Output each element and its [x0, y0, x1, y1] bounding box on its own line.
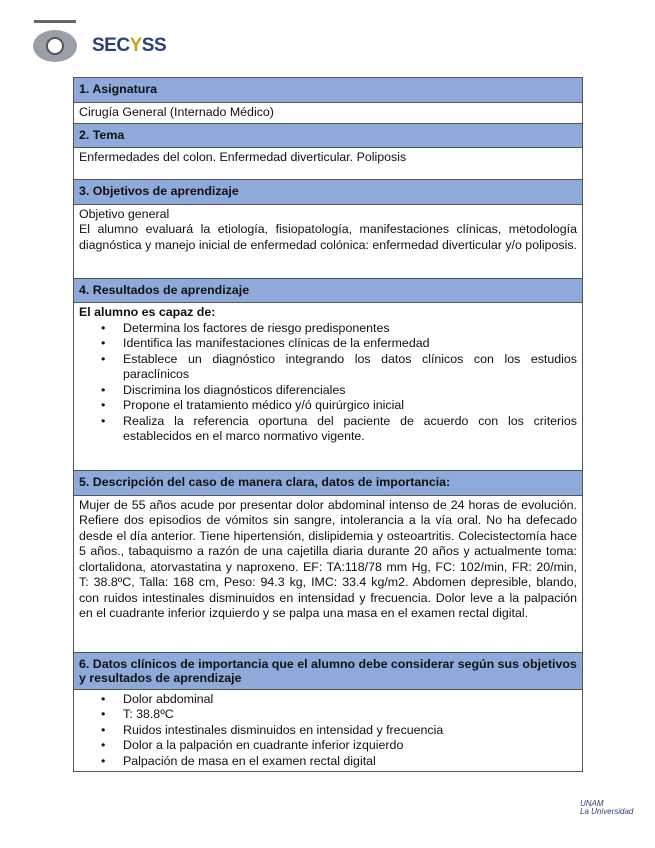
list-item: • Establece un diagnóstico integrando los datos clínicos con los estudios paraclínicos	[101, 352, 577, 383]
section-header: 4. Resultados de aprendizaje	[74, 278, 583, 303]
results-list	[101, 321, 577, 445]
section-header: 5. Descripción del caso de manera clara, datos de importancia:	[74, 471, 583, 496]
list-item: • Ruidos intestinales disminuidos en intensidad y frecuencia	[101, 723, 577, 739]
list-item: • Dolor a la palpación en cuadrante inferior izquierdo	[101, 738, 577, 754]
objective-subtitle: Objetivo general	[79, 206, 170, 221]
list-item: • Propone el tratamiento médico y/ó quirúrgico inicial	[101, 398, 577, 414]
unam-medicina-logo	[30, 20, 80, 64]
list-item: • T: 38.8ºC	[101, 707, 577, 723]
list-item: • Palpación de masa en el examen rectal digital	[101, 754, 577, 770]
list-item: • Realiza la referencia oportuna del paciente de acuerdo con los criterios establecidos en el marco normativo vigente.	[101, 414, 577, 445]
section-header: 6. Datos clínicos de importancia que el alumno debe considerar según sus objetivos y resultados de aprendizaje	[74, 652, 583, 689]
topic-text: Enfermedades del colon. Enfermedad diverticular. Poliposis	[74, 148, 583, 180]
clinical-data-list	[101, 692, 577, 770]
secyss-logo: SECYSS	[92, 35, 167, 56]
case-description: Mujer de 55 años acude por presentar dolor abdominal intenso de 24 horas de evolución. Refiere dos episodios de vómitos sin sangre, intolerancia a la vía oral. No ha defecado desde el día anterior. Tiene hipertensión, dislipidemia y osteoartritis. Colecistectomía hace 5 años., tabaquismo a razón de una cajetilla diaria durante 20 años y actualmente toma: clortalidona, atorvastatina y naproxeno. EF: TA:118/78 mm Hg, FC: 102/min, FR: 20/min, T: 38.8ºC, Talla: 168 cm, Peso: 94.3 kg, IMC: 33.4 kg/m2. Abdomen depresible, blando, con ruidos intestinales disminuidos en intensidad y frecuencia. Dolor leve a la palpación en el cuadrante inferior izquierdo y se palpa una masa en el examen rectal digital.	[74, 495, 583, 652]
subject-text: Cirugía General (Internado Médico)	[74, 102, 583, 123]
list-item: • Determina los factores de riesgo predisponentes	[101, 321, 577, 337]
list-item: • Identifica las manifestaciones clínicas de la enfermedad	[101, 336, 577, 352]
section-header: 1. Asignatura	[74, 78, 583, 103]
case-table	[73, 77, 583, 772]
objective-text: El alumno evaluará la etiología, fisiopatología, manifestaciones clínicas, metodología diagnóstica y manejo inicial de enfermedad colónica: enfermedad diverticular y/o poliposis.	[79, 222, 577, 252]
list-item: • Dolor abdominal	[101, 692, 577, 708]
list-item: • Discrimina los diagnósticos diferenciales	[101, 383, 577, 399]
unam-footer-logo: UNAM La Universidad	[580, 799, 634, 816]
results-lead: El alumno es capaz de:	[79, 305, 216, 319]
section-header: 2. Tema	[74, 123, 583, 148]
section-header: 3. Objetivos de aprendizaje	[74, 180, 583, 205]
